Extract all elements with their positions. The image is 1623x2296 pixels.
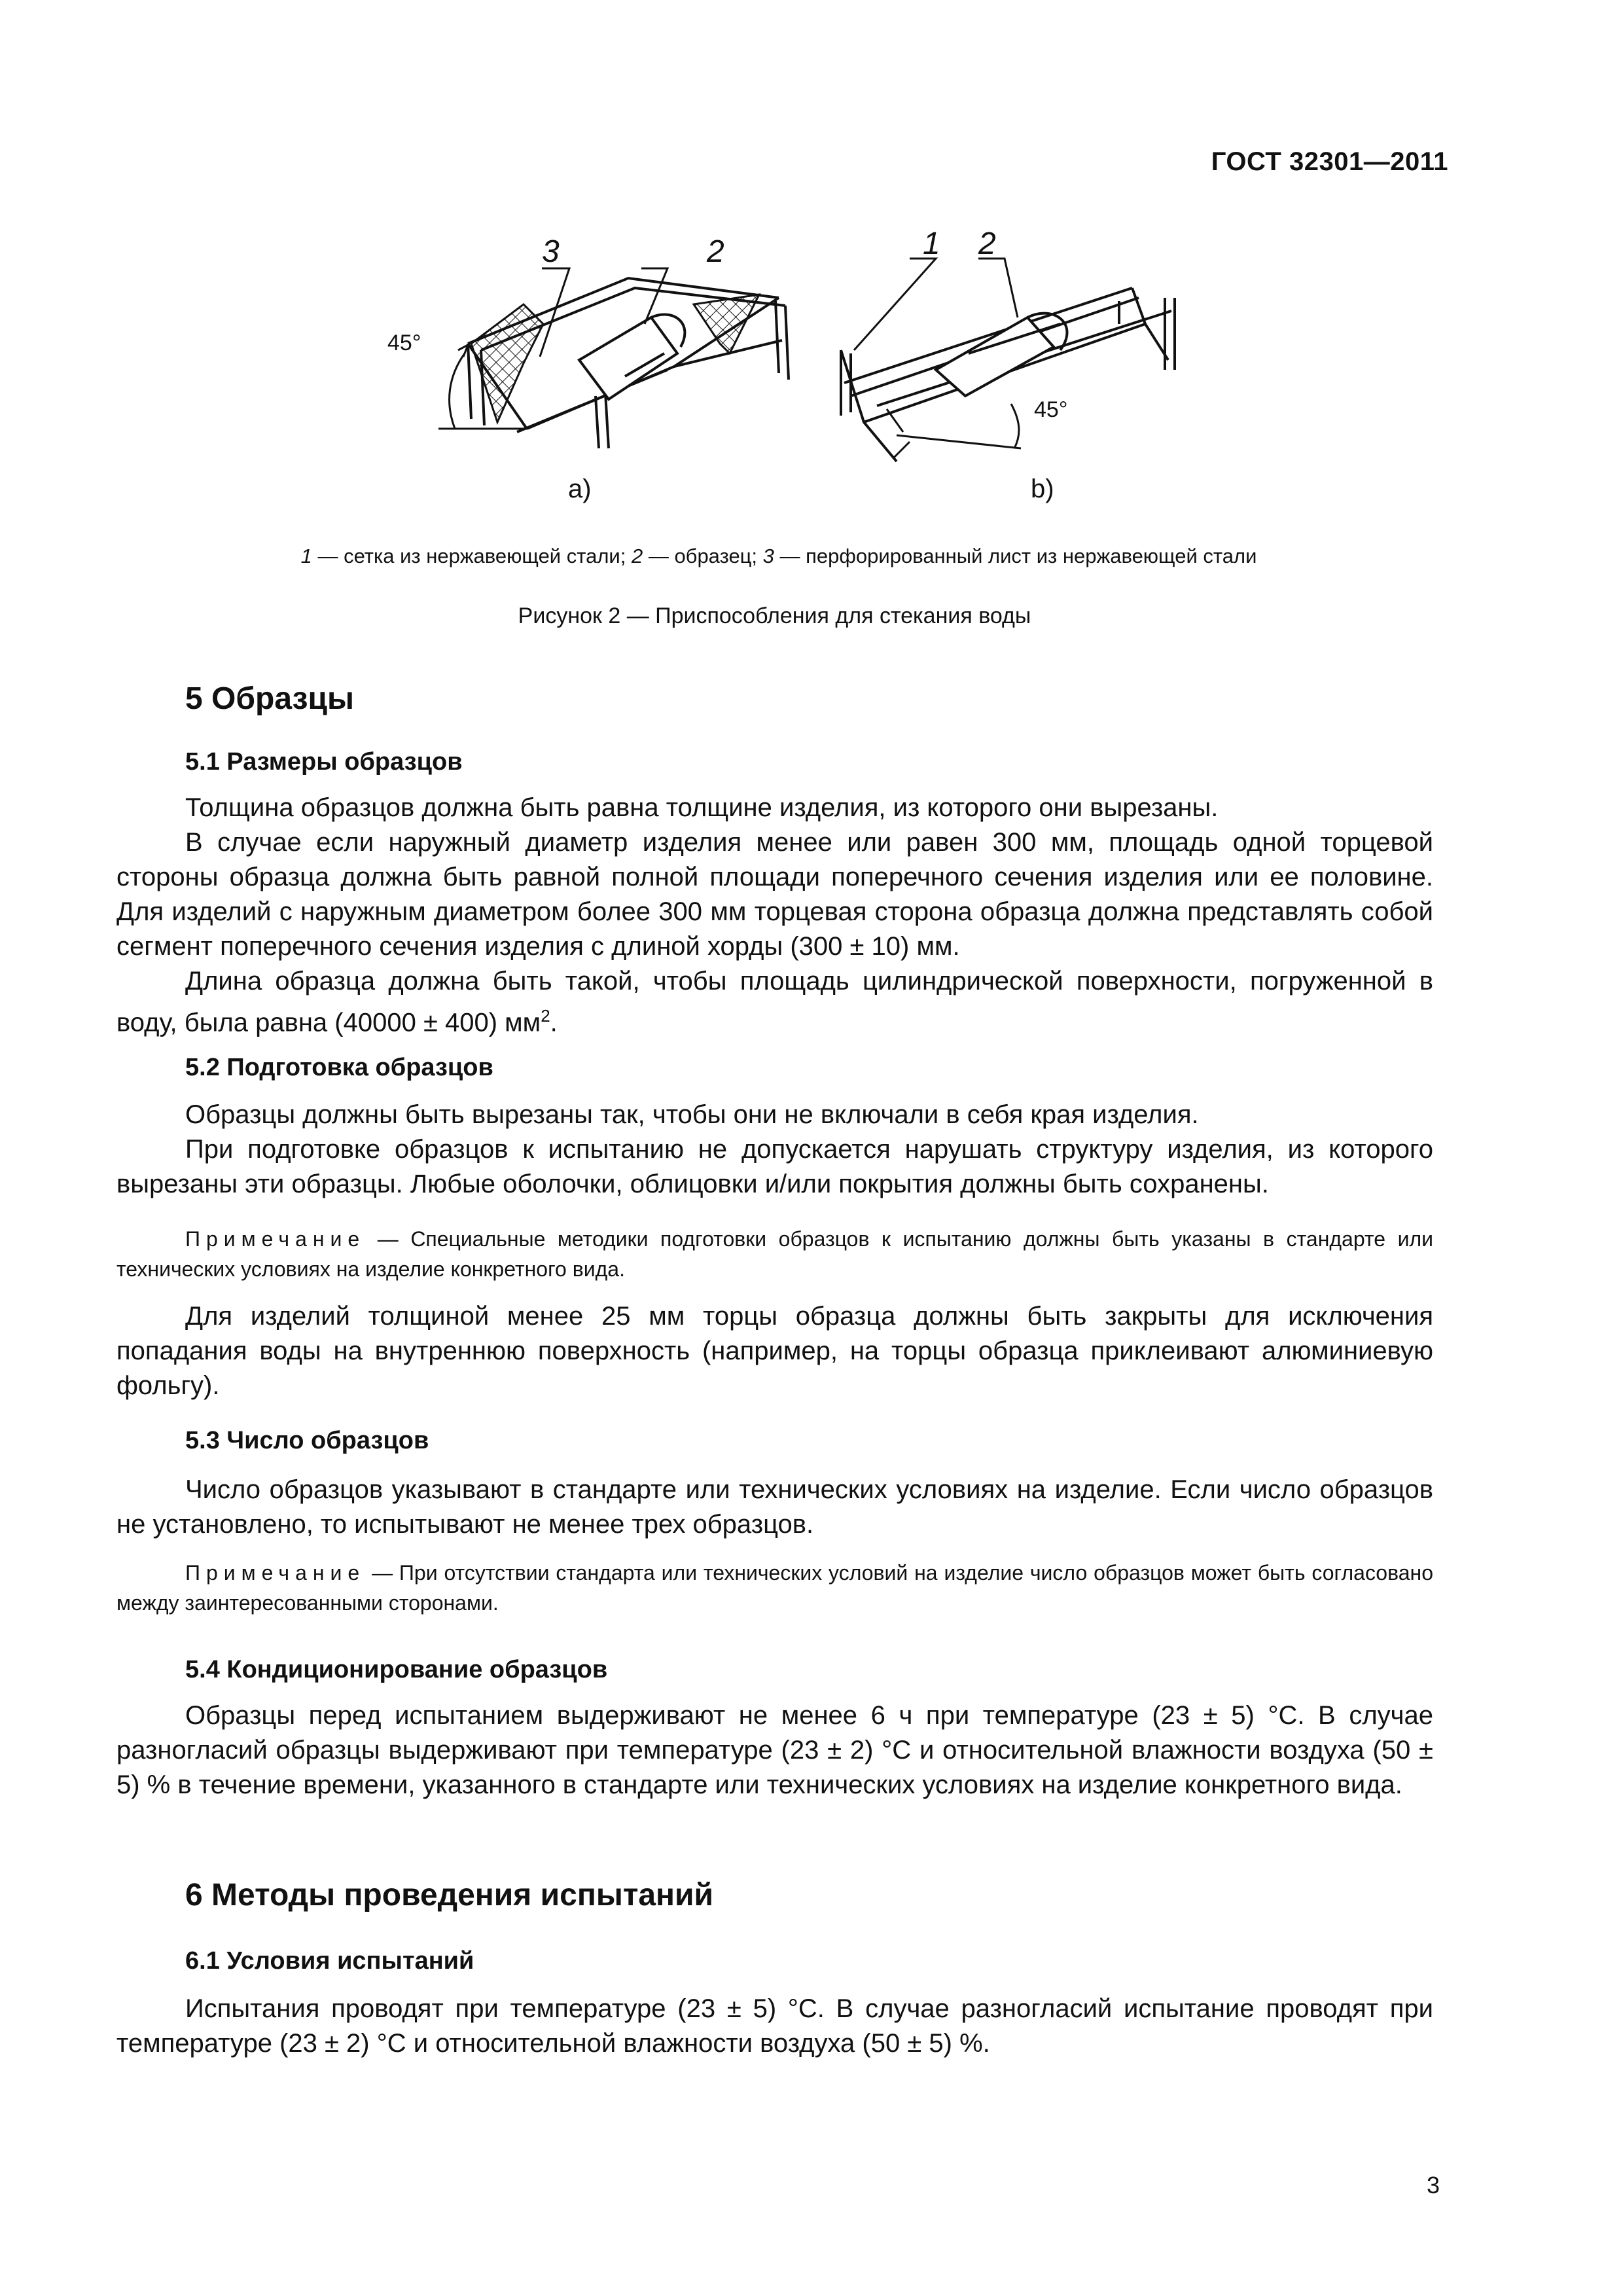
paragraph-text: Длина образца должна быть такой, чтобы площадь цилиндрической поверхности, погруженной в воду, была равна (40000 ± 400) мм bbox=[116, 967, 1433, 1037]
legend-text-3: — перфорированный лист из нержавеющей стали bbox=[774, 545, 1257, 567]
note-5-3 bbox=[116, 1558, 1433, 1618]
page-number: 3 bbox=[1426, 2172, 1440, 2198]
note-5-2 bbox=[116, 1224, 1433, 1284]
paragraph: Образцы перед испытанием выдерживают не менее 6 ч при температуре (23 ± 5) °С. В случае разногласий образцы выдерживают при температуре (23 ± 2) °С и относительной влажности воздуха (50 ± 5) % в течение времени, указанного в стандарте или технических условиях на изделие конкретного вида. bbox=[116, 1701, 1433, 1799]
subfigure-b-label: b) bbox=[1031, 475, 1054, 503]
paragraph: Образцы должны быть вырезаны так, чтобы они не включали в себя края изделия. bbox=[185, 1100, 1199, 1129]
angle-b-label: 45° bbox=[1034, 397, 1068, 422]
standard-code-header: ГОСТ 32301—2011 bbox=[1211, 147, 1448, 176]
fixture-a-drawing bbox=[438, 268, 789, 448]
paragraph: Толщина образцов должна быть равна толщине изделия, из которого они вырезаны. bbox=[185, 793, 1219, 822]
note-label: Примечание bbox=[185, 1227, 366, 1251]
section-5-1-body bbox=[116, 791, 1433, 1040]
paragraph: Для изделий толщиной менее 25 мм торцы образца должны быть закрыты для исключения попадания воды на внутреннюю поверхность (например, на торцы образца приклеивают алюминиевую фольгу). bbox=[116, 1302, 1433, 1400]
paragraph: В случае если наружный диаметр изделия менее или равен 300 мм, площадь одной торцевой стороны образца должна быть равной полной площади поперечного сечения изделия или ее половине. Для изделий с наружным диаметром более 300 мм торцевая сторона образца должна представлять собой сегмент поперечного сечения изделия с длиной хорды (300 ± 10) мм. bbox=[116, 828, 1433, 961]
callout-b-1: 1 bbox=[923, 226, 940, 261]
section-5-2-body bbox=[116, 1098, 1433, 1202]
superscript: 2 bbox=[541, 1006, 550, 1026]
figure-caption: Рисунок 2 — Приспособления для стекания воды bbox=[518, 603, 1031, 628]
section-6-1-heading: 6.1 Условия испытаний bbox=[185, 1947, 474, 1975]
paragraph: Испытания проводят при температуре (23 ± 5) °С. В случае разногласий испытание проводят при температуре (23 ± 2) °С и относительной влажности воздуха (50 ± 5) %. bbox=[116, 1994, 1433, 2058]
drainage-fixtures-drawing bbox=[366, 232, 1204, 514]
paragraph: Число образцов указывают в стандарте или технических условиях на изделие. Если число образцов не установлено, то испытывают не менее трех образцов. bbox=[116, 1475, 1433, 1539]
note-label: Примечание bbox=[185, 1561, 366, 1585]
callout-a-2: 2 bbox=[707, 234, 724, 269]
legend-num-1: 1 bbox=[300, 545, 312, 567]
figure-legend bbox=[255, 545, 1302, 568]
paragraph bbox=[116, 964, 1433, 1040]
section-5-2-heading: 5.2 Подготовка образцов bbox=[185, 1054, 493, 1081]
section-5-heading: 5 Образцы bbox=[185, 681, 354, 716]
note-text: — При отсутствии стандарта или технических условий на изделие число образцов может быть согласовано между заинтересованными сторонами. bbox=[116, 1561, 1433, 1615]
subfigure-a-label: a) bbox=[568, 475, 592, 503]
legend-text-2: — образец; bbox=[643, 545, 763, 567]
figure-2 bbox=[366, 226, 1204, 514]
legend-num-3: 3 bbox=[762, 545, 774, 567]
note-text: — Специальные методики подготовки образцов к испытанию должны быть указаны в стандарте или технических условиях на изделие конкретного вида. bbox=[116, 1227, 1433, 1281]
legend-text-1: — сетка из нержавеющей стали; bbox=[312, 545, 632, 567]
paragraph: При подготовке образцов к испытанию не допускается нарушать структуру изделия, из которого вырезаны эти образцы. Любые оболочки, облицовки и/или покрытия должны быть сохранены. bbox=[116, 1135, 1433, 1198]
section-5-4-body bbox=[116, 1698, 1433, 1803]
section-5-1-heading: 5.1 Размеры образцов bbox=[185, 748, 463, 776]
fixture-b-drawing bbox=[841, 259, 1175, 461]
angle-a-label: 45° bbox=[387, 331, 421, 355]
section-5-4-heading: 5.4 Кондиционирование образцов bbox=[185, 1656, 608, 1683]
section-5-2-body-cont bbox=[116, 1299, 1433, 1403]
callout-b-2: 2 bbox=[978, 226, 996, 261]
callout-a-3: 3 bbox=[542, 234, 560, 269]
section-5-3-body bbox=[116, 1473, 1433, 1542]
paragraph-end: . bbox=[550, 1008, 558, 1037]
section-6-1-body bbox=[116, 1992, 1433, 2061]
legend-num-2: 2 bbox=[631, 545, 643, 567]
section-5-3-heading: 5.3 Число образцов bbox=[185, 1427, 429, 1454]
section-6-heading: 6 Методы проведения испытаний bbox=[185, 1878, 714, 1912]
